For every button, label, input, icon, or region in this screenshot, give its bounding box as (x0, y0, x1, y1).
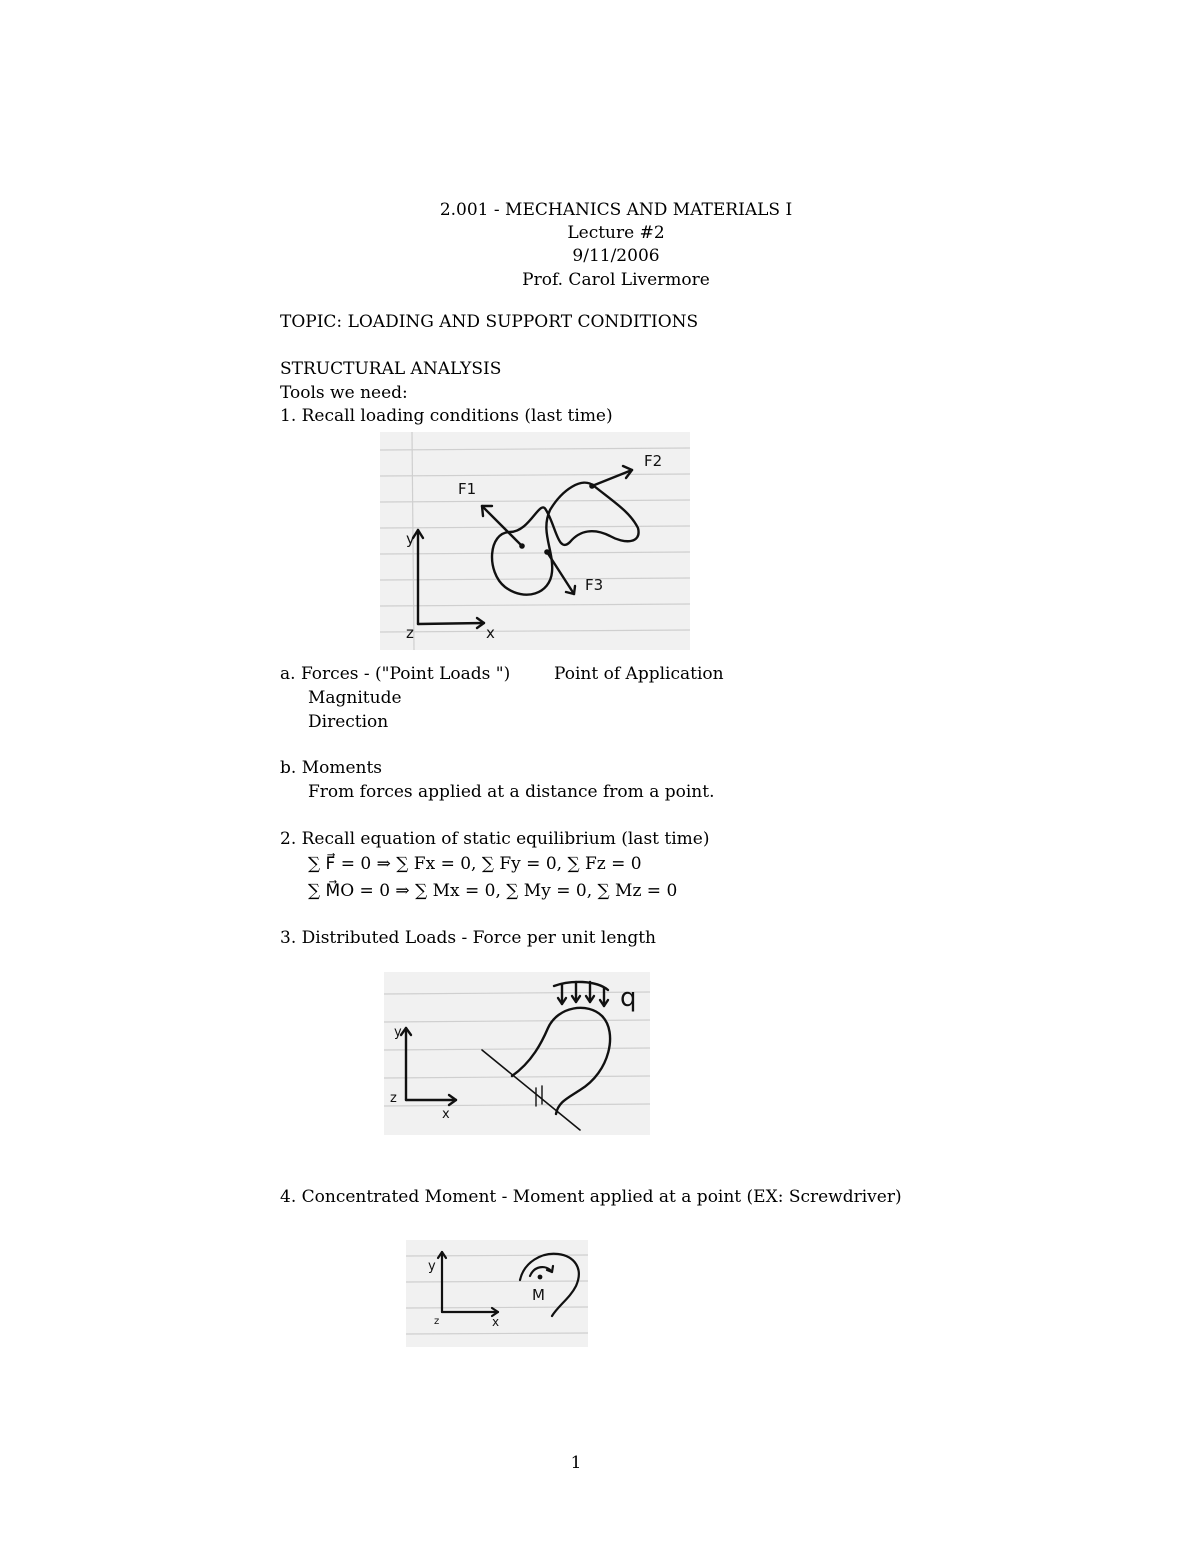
y-axis-label: y (394, 1025, 402, 1040)
x-axis-label: x (492, 1315, 500, 1329)
force-f2-label: F2 (644, 452, 663, 470)
z-axis-label: z (434, 1316, 440, 1327)
y-axis-label: y (428, 1259, 436, 1274)
force-f3-label: F3 (585, 576, 604, 594)
item-4: 4. Concentrated Moment - Moment applied at a point (EX: Screwdriver) (280, 1187, 902, 1207)
direction-text: Direction (308, 712, 389, 732)
moments-heading: b. Moments (280, 758, 383, 778)
force-f1-label: F1 (458, 480, 477, 498)
topic-heading: TOPIC: LOADING AND SUPPORT CONDITIONS (280, 312, 699, 332)
item-2: 2. Recall equation of static equilibrium (last time) (280, 829, 710, 849)
course-title: 2.001 - MECHANICS AND MATERIALS I (439, 200, 793, 220)
forces-heading: a. Forces - ("Point Loads ") (280, 664, 511, 684)
lecture-date: 9/11/2006 (572, 246, 660, 266)
magnitude-text: Magnitude (308, 688, 402, 708)
page-number: 1 (570, 1453, 582, 1473)
lecture-number: Lecture #2 (567, 223, 665, 243)
x-axis-label: x (486, 624, 495, 642)
figure-distributed-load (384, 972, 650, 1135)
distributed-load-q-label: q (620, 983, 637, 1013)
figure-point-loads (380, 432, 690, 650)
y-axis-label: y (406, 530, 415, 548)
point-of-application: Point of Application (554, 664, 724, 684)
item-1: 1. Recall loading conditions (last time) (280, 406, 613, 426)
figure-concentrated-moment (406, 1240, 588, 1347)
item-3: 3. Distributed Loads - Force per unit length (280, 928, 657, 948)
z-axis-label: z (390, 1091, 397, 1106)
moment-equilibrium-equation: ∑ M⃗O = 0 ⇒ ∑ Mx = 0, ∑ My = 0, ∑ Mz = 0 (308, 881, 678, 901)
professor-name: Prof. Carol Livermore (522, 270, 710, 290)
section-title: STRUCTURAL ANALYSIS (280, 359, 502, 379)
moments-description: From forces applied at a distance from a point. (308, 782, 715, 802)
moment-m-label: M (532, 1286, 545, 1304)
force-equilibrium-equation: ∑ F⃗ = 0 ⇒ ∑ Fx = 0, ∑ Fy = 0, ∑ Fz = 0 (308, 854, 642, 874)
section-intro: Tools we need: (280, 383, 408, 403)
x-axis-label: x (442, 1107, 450, 1122)
z-axis-label: z (406, 624, 414, 642)
